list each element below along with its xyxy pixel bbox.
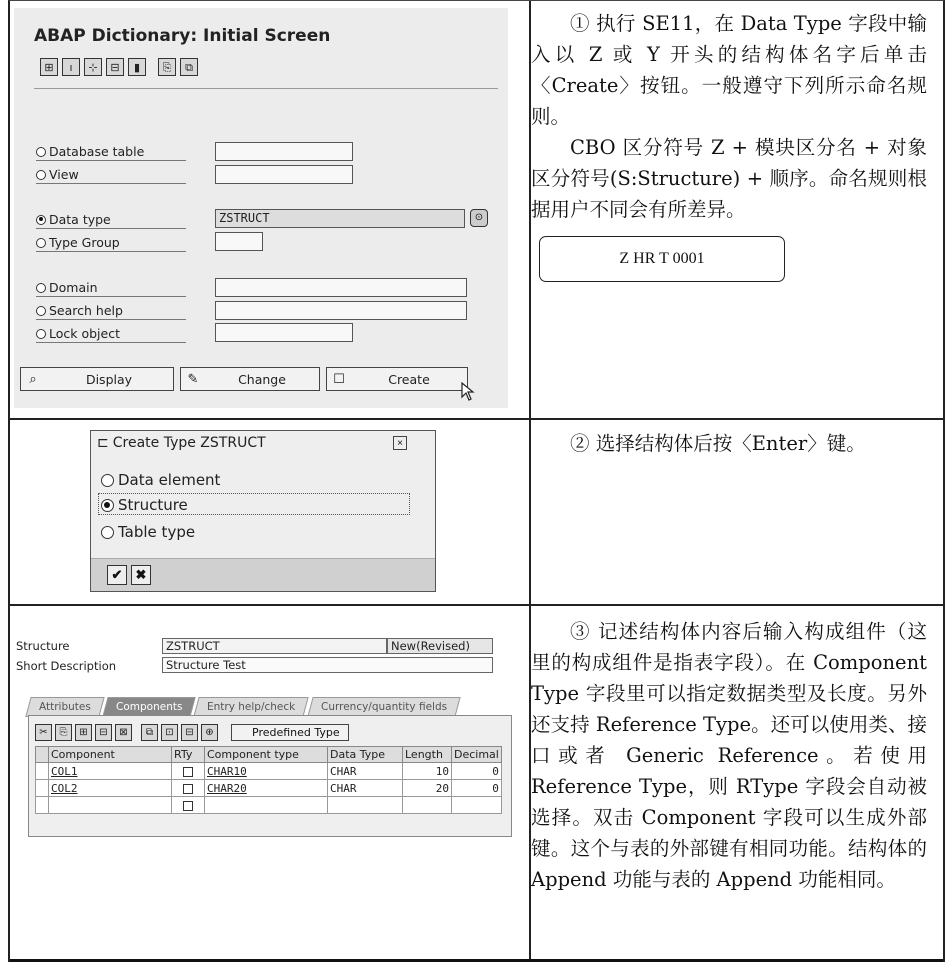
radio-table-type[interactable]: Table type xyxy=(101,523,195,541)
label-underline xyxy=(36,160,186,161)
other-object-icon[interactable]: ⊞ xyxy=(40,58,58,76)
database-table-input[interactable] xyxy=(215,142,353,161)
data-type-input[interactable]: ZSTRUCT xyxy=(215,209,465,228)
tab-entry-help[interactable]: Entry help/check xyxy=(194,697,310,717)
value-help-icon[interactable]: ⊙ xyxy=(470,209,488,227)
column-header: Component xyxy=(49,747,172,763)
step1-paragraph: ① 执行 SE11，在 Data Type 字段中输入以 Z 或 Y 开头的结构体名字后单击〈Create〉按钮。一般遵守下列所示命名规则。 xyxy=(531,12,927,128)
pencil-icon: ✎ xyxy=(187,371,199,387)
glasses-icon: ⌕ xyxy=(29,371,37,387)
radio-icon[interactable] xyxy=(36,238,46,248)
radio-data-element[interactable]: Data element xyxy=(101,471,220,489)
step2-text: ② 选择结构体后按〈Enter〉键。 xyxy=(570,432,866,455)
insert-row-icon[interactable]: ⊟ xyxy=(95,724,112,741)
radio-icon[interactable] xyxy=(36,215,46,225)
row-selector[interactable] xyxy=(36,763,49,780)
option-label: View xyxy=(49,167,79,182)
table-row[interactable]: COL1 CHAR10 CHAR 10 0 xyxy=(36,763,502,780)
dialog-footer xyxy=(91,558,435,591)
find-icon[interactable]: ⊕ xyxy=(201,724,218,741)
radio-view[interactable] xyxy=(36,167,79,182)
domain-input[interactable] xyxy=(215,278,467,297)
label-underline xyxy=(36,296,186,297)
rename-icon[interactable]: ⧉ xyxy=(180,58,198,76)
option-label: Data type xyxy=(49,212,111,227)
components-tab-panel xyxy=(28,715,512,837)
hierarchy-icon[interactable]: ⊹ xyxy=(84,58,102,76)
rtype-checkbox[interactable] xyxy=(183,801,193,811)
tab-currency-quantity[interactable]: Currency/quantity fields xyxy=(307,697,460,717)
structure-label: Structure xyxy=(16,639,70,653)
lock-object-input[interactable] xyxy=(215,323,353,342)
screen-title: ABAP Dictionary: Initial Screen xyxy=(34,26,331,46)
details-icon[interactable]: ⊟ xyxy=(181,724,198,741)
dialog-title: ⊏ Create Type ZSTRUCT xyxy=(97,435,266,451)
option-label: Search help xyxy=(49,303,123,318)
application-toolbar xyxy=(40,58,198,82)
radio-domain[interactable] xyxy=(36,280,98,295)
radio-icon[interactable] xyxy=(101,526,114,539)
copy-icon[interactable]: ⎘ xyxy=(158,58,176,76)
new-document-icon: ☐ xyxy=(333,371,345,387)
row-selector[interactable] xyxy=(36,797,49,814)
structure-editor-screenshot xyxy=(14,620,514,852)
label-underline xyxy=(36,228,186,229)
tab-components[interactable]: Components xyxy=(102,697,196,717)
step1-text xyxy=(531,8,927,225)
label-underline xyxy=(36,342,186,343)
radio-data-type[interactable] xyxy=(36,212,111,227)
confirm-checkmark-icon[interactable]: ✔ xyxy=(107,565,127,585)
radio-icon[interactable] xyxy=(36,147,46,157)
tab-attributes[interactable]: Attributes xyxy=(25,697,104,717)
type-group-input[interactable] xyxy=(215,232,263,251)
copy-icon[interactable]: ⎘ xyxy=(55,724,72,741)
table-row[interactable]: COL2 CHAR20 CHAR 20 0 xyxy=(36,780,502,797)
radio-icon[interactable] xyxy=(36,306,46,316)
row-selector[interactable] xyxy=(36,780,49,797)
view-input[interactable] xyxy=(215,165,353,184)
paste-icon[interactable]: ⊞ xyxy=(75,724,92,741)
option-label: Domain xyxy=(49,280,98,295)
abap-dictionary-screenshot xyxy=(14,8,508,408)
column-header: Component type xyxy=(205,747,328,763)
change-button[interactable]: ✎ Change xyxy=(180,367,320,391)
label-underline xyxy=(36,251,186,252)
label-underline xyxy=(36,319,186,320)
predefined-type-button[interactable]: Predefined Type xyxy=(231,724,349,741)
info-icon[interactable]: ı xyxy=(62,58,80,76)
radio-structure[interactable]: Structure xyxy=(101,496,188,514)
row-selector-header xyxy=(36,747,49,763)
step1-naming-rule: CBO 区分符号 Z + 模块区分名 + 对象区分符号(S:Structure) + 顺序。命名规则根据用户不同会有所差异。 xyxy=(531,136,927,221)
search-help-input[interactable] xyxy=(215,301,467,320)
table-bottom-rule xyxy=(10,959,943,962)
label-underline xyxy=(36,183,186,184)
option-label: Type Group xyxy=(49,235,120,250)
column-header: Length xyxy=(403,747,452,763)
filter-icon[interactable]: ⧉ xyxy=(141,724,158,741)
radio-icon[interactable] xyxy=(36,329,46,339)
status-field: New(Revised) xyxy=(387,638,493,654)
row-divider xyxy=(10,418,943,420)
radio-icon[interactable] xyxy=(101,474,114,487)
option-label: Lock object xyxy=(49,326,120,341)
short-description-label: Short Description xyxy=(16,659,117,673)
step3-text: ③ 记述结构体内容后输入构成组件（这里的构成组件是指表字段）。在 Component Type 字段里可以指定数据类型及长度。另外还支持 Reference Type。还可以使用类、接口或者 Generic Reference。若使用 Reference Type，则 RType 字段会自动被选择。双击 Component 字段可以生成外部键。这个与表的外部键有相同功能。结构体的 Append 功能与表的 Append 功能相同。 xyxy=(531,620,927,891)
radio-database-table[interactable] xyxy=(36,144,144,159)
create-button[interactable]: ☐ Create xyxy=(326,367,468,391)
table-toolbar xyxy=(35,724,218,741)
radio-icon[interactable] xyxy=(101,499,114,512)
table-row[interactable] xyxy=(36,797,502,814)
radio-lock-object[interactable] xyxy=(36,326,120,341)
where-used-icon[interactable]: ⊟ xyxy=(106,58,124,76)
column-header: Decimal xyxy=(452,747,502,763)
radio-icon[interactable] xyxy=(36,283,46,293)
rtype-checkbox[interactable] xyxy=(183,767,193,777)
cut-icon[interactable]: ✂ xyxy=(35,724,52,741)
column-header: Data Type xyxy=(328,747,403,763)
toolbar-separator xyxy=(34,88,498,89)
short-description-field[interactable]: Structure Test xyxy=(162,657,493,673)
delete-row-icon[interactable]: ⊠ xyxy=(115,724,132,741)
sort-icon[interactable]: ⊡ xyxy=(161,724,178,741)
close-icon[interactable]: × xyxy=(393,436,407,450)
rtype-checkbox[interactable] xyxy=(183,784,193,794)
create-icon: ⊏ xyxy=(97,435,109,451)
radio-type-group[interactable] xyxy=(36,235,120,250)
option-label: Database table xyxy=(49,144,145,159)
display-button[interactable]: ⌕ Display xyxy=(20,367,174,391)
column-header: RTy xyxy=(172,747,205,763)
radio-search-help[interactable] xyxy=(36,303,123,318)
naming-example-box: Z HR T 0001 xyxy=(539,236,785,282)
cancel-x-icon[interactable]: ✖ xyxy=(131,565,151,585)
mouse-cursor-icon xyxy=(461,382,477,402)
display-object-list-icon[interactable]: ▮ xyxy=(128,58,146,76)
tab-strip xyxy=(28,697,461,717)
row-divider xyxy=(10,604,943,606)
radio-icon[interactable] xyxy=(36,170,46,180)
create-type-dialog xyxy=(90,430,436,592)
components-table xyxy=(35,746,502,814)
structure-name-field[interactable]: ZSTRUCT xyxy=(162,638,387,654)
